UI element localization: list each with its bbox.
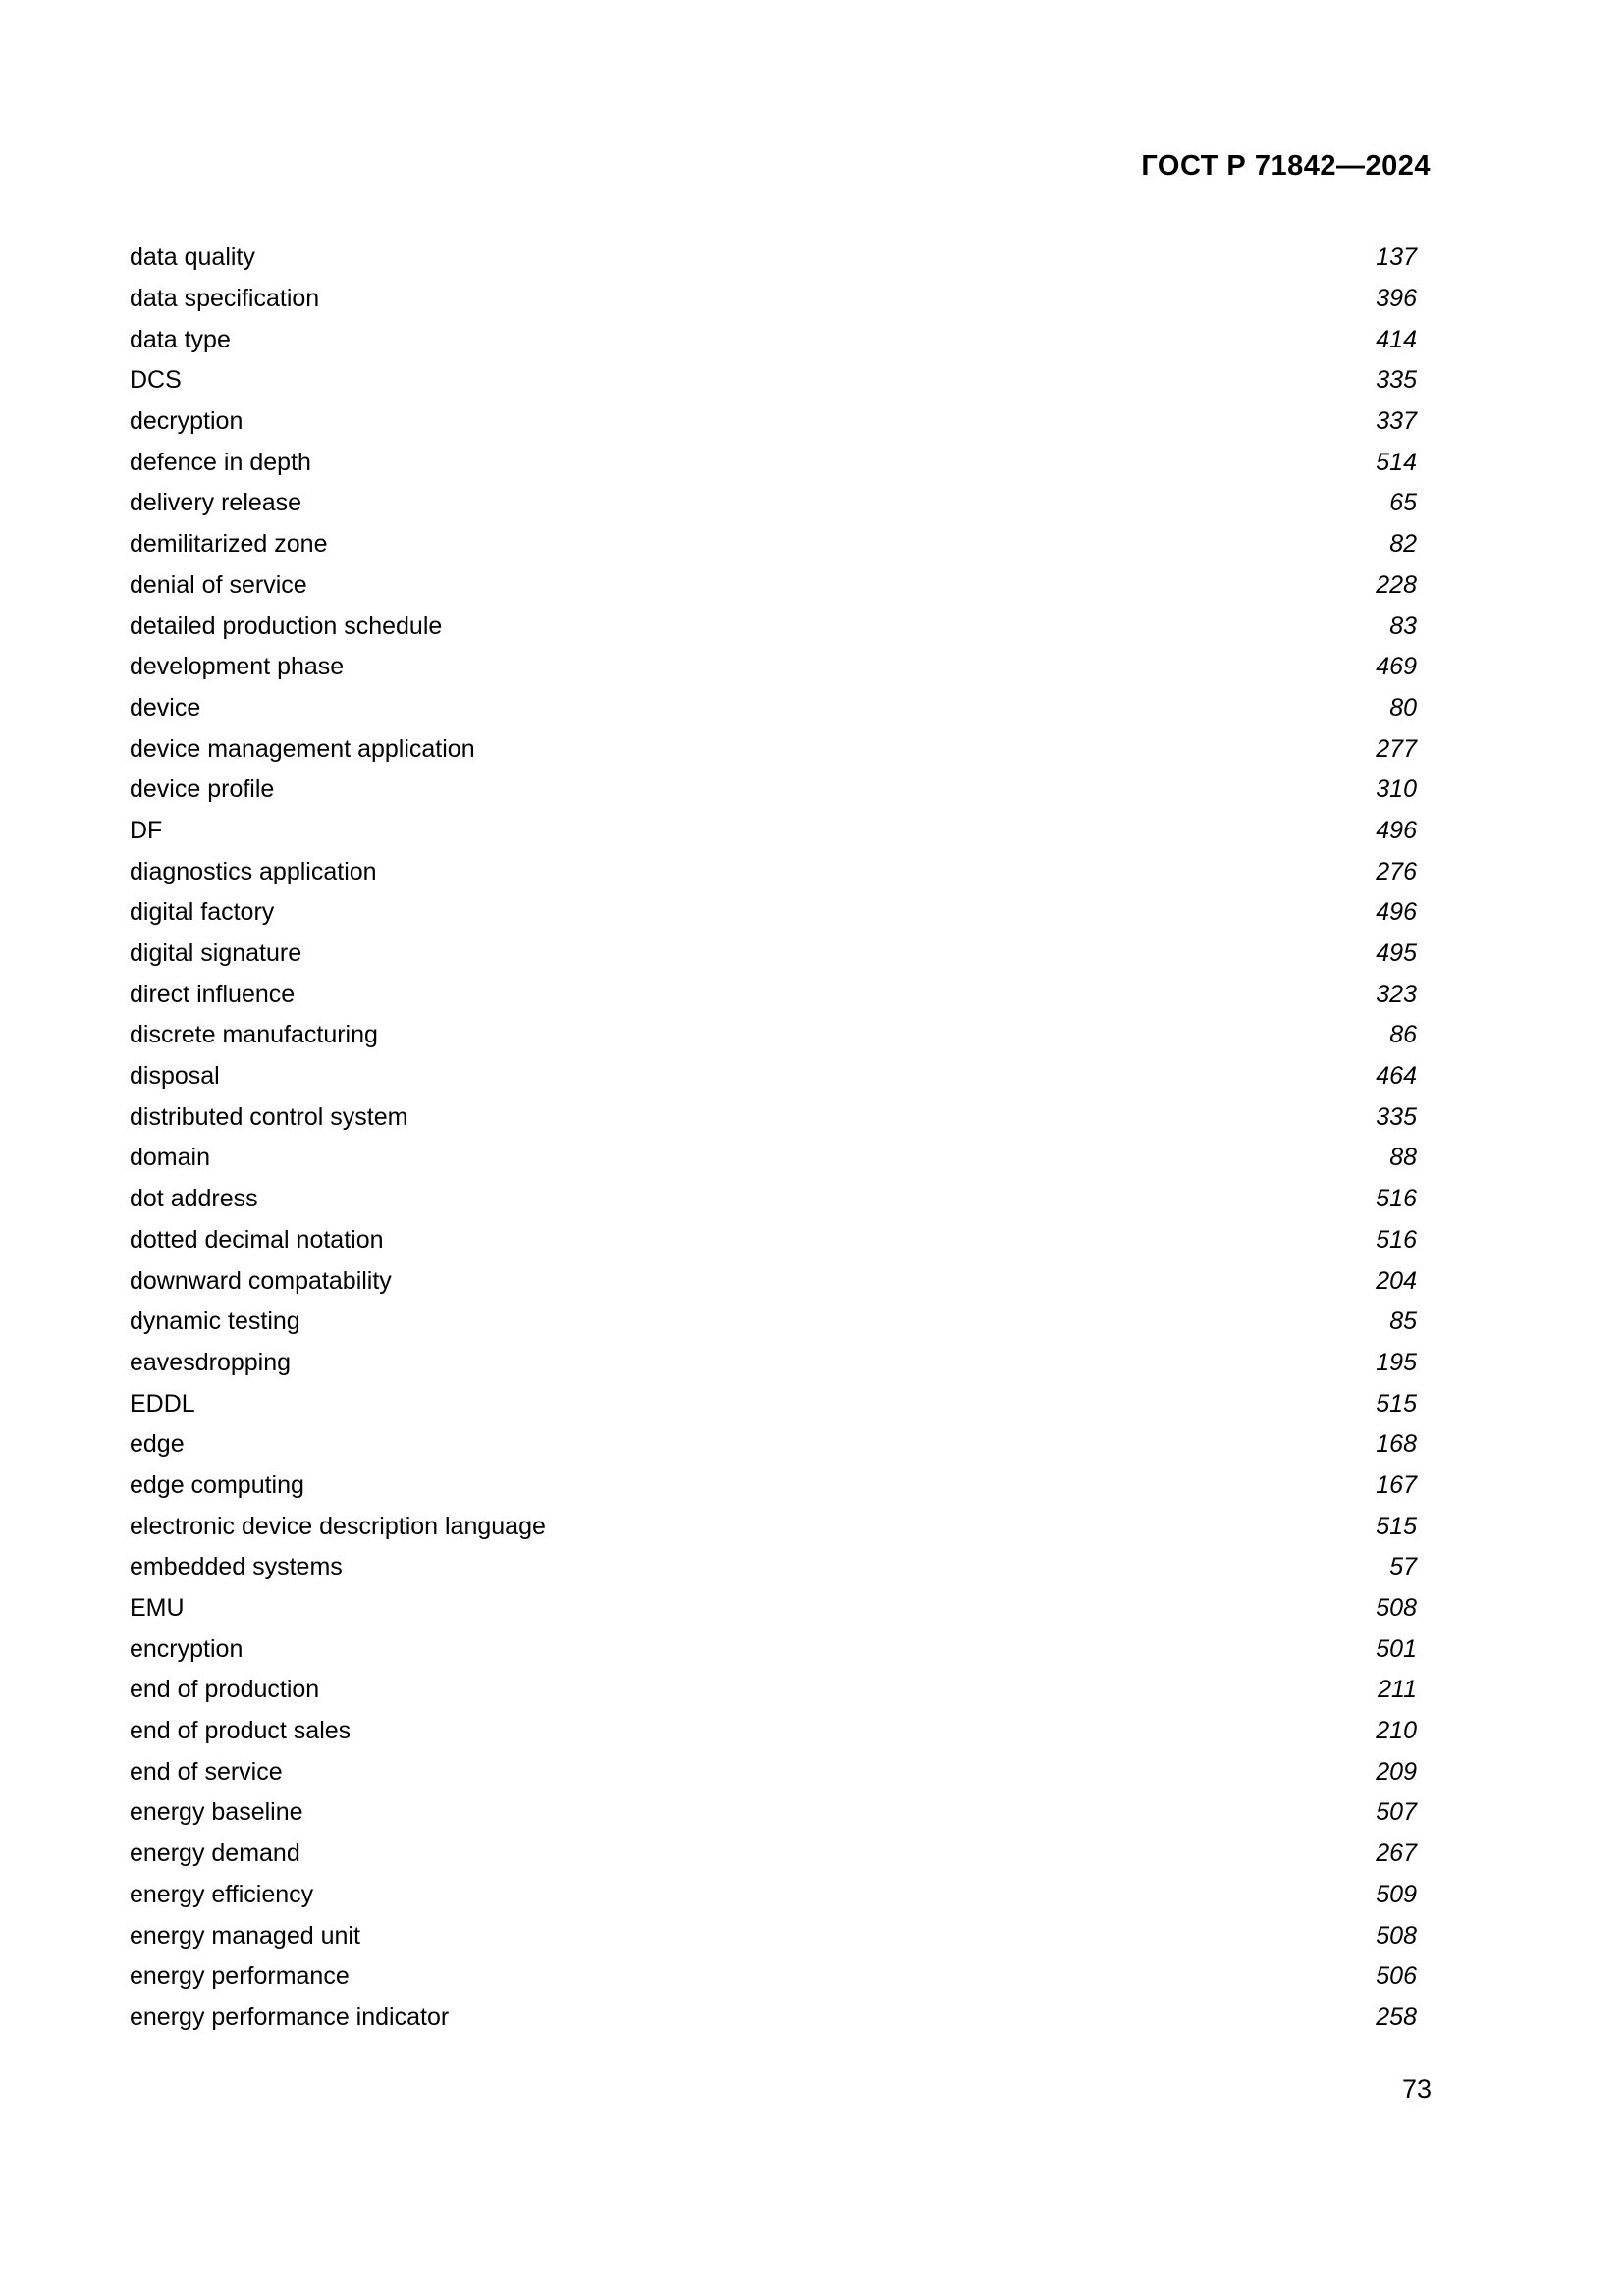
index-row (130, 1915, 1431, 1956)
index-term: decryption (130, 407, 244, 436)
index-row (130, 892, 1431, 934)
index-page-number: 516 (1376, 1225, 1417, 1254)
index-row (130, 1383, 1431, 1424)
index-row (130, 1260, 1431, 1302)
index-page-number: 507 (1376, 1798, 1417, 1827)
index-page-number: 495 (1376, 939, 1417, 968)
index-row (130, 1751, 1431, 1792)
index-row (130, 1015, 1431, 1056)
index-row (130, 1506, 1431, 1547)
index-page-number: 335 (1376, 366, 1417, 395)
index-page-number: 277 (1376, 734, 1417, 763)
index-page-number: 86 (1389, 1021, 1417, 1049)
index-row (130, 1466, 1431, 1507)
index-row (130, 279, 1431, 320)
doc-number: ГОСТ Р 71842—2024 (1141, 150, 1431, 182)
index-row (130, 1220, 1431, 1261)
index-term: delivery release (130, 489, 302, 517)
index-term: disposal (130, 1062, 220, 1091)
index-term: direct influence (130, 980, 296, 1008)
index-term: distributed control system (130, 1102, 408, 1131)
index-term: defence in depth (130, 448, 311, 476)
index-row (130, 728, 1431, 770)
index-term: device profile (130, 775, 275, 804)
index-page-number: 514 (1376, 448, 1417, 476)
index-term: DF (130, 816, 163, 844)
index-page-number: 167 (1376, 1470, 1417, 1499)
index-term: edge computing (130, 1470, 304, 1499)
index-term: energy performance (130, 1962, 350, 1991)
index-term: energy performance indicator (130, 2002, 450, 2031)
index-page-number: 496 (1376, 898, 1417, 927)
index-row (130, 647, 1431, 688)
index-page-number: 204 (1376, 1266, 1417, 1295)
index-term: energy baseline (130, 1798, 303, 1827)
index-page-number: 210 (1376, 1717, 1417, 1745)
index-term: energy efficiency (130, 1880, 314, 1908)
index-page-number: 464 (1376, 1062, 1417, 1091)
index-row (130, 1138, 1431, 1179)
index-term: energy demand (130, 1840, 300, 1868)
index-page-number: 57 (1389, 1553, 1417, 1581)
index-term: dot address (130, 1185, 258, 1213)
index-page-number: 508 (1376, 1921, 1417, 1949)
index-term: dotted decimal notation (130, 1225, 384, 1254)
index-page-number: 337 (1376, 407, 1417, 436)
index-term: domain (130, 1144, 210, 1172)
index-term: electronic device description language (130, 1512, 546, 1540)
index-term: energy managed unit (130, 1921, 360, 1949)
index-term: discrete manufacturing (130, 1021, 378, 1049)
index-term: demilitarized zone (130, 530, 328, 559)
index-page-number: 396 (1376, 285, 1417, 313)
index-term: encryption (130, 1634, 244, 1663)
index-term: data specification (130, 285, 320, 313)
index-row (130, 811, 1431, 852)
index-row (130, 1424, 1431, 1466)
index-page-number: 228 (1376, 570, 1417, 599)
index-page-number: 501 (1376, 1634, 1417, 1663)
index-term: end of product sales (130, 1717, 352, 1745)
index-row (130, 1998, 1431, 2039)
doc-header (0, 150, 1431, 183)
index-page-number: 82 (1389, 530, 1417, 559)
index-term: end of service (130, 1757, 283, 1786)
index-term: EMU (130, 1594, 185, 1623)
index-page-number: 323 (1376, 980, 1417, 1008)
index-row (130, 319, 1431, 360)
page-number: 73 (1401, 2074, 1432, 2104)
index-page-number: 496 (1376, 816, 1417, 844)
index-term: diagnostics application (130, 857, 377, 885)
index-term: data type (130, 325, 231, 353)
index-row (130, 1096, 1431, 1138)
index-page-number: 509 (1376, 1880, 1417, 1908)
index-row (130, 1302, 1431, 1343)
index-page-number: 209 (1376, 1757, 1417, 1786)
index-term: device (130, 693, 201, 721)
index-row (130, 688, 1431, 729)
index-page-number: 195 (1376, 1348, 1417, 1376)
index-page-number: 508 (1376, 1594, 1417, 1623)
index-term: digital factory (130, 898, 275, 927)
index-term: data quality (130, 243, 255, 272)
index-page-number: 80 (1389, 693, 1417, 721)
index-row (130, 483, 1431, 524)
index-row (130, 1343, 1431, 1384)
index-term: eavesdropping (130, 1348, 292, 1376)
index-row (130, 1834, 1431, 1875)
index-page-number: 310 (1376, 775, 1417, 804)
page-footer (0, 2074, 1432, 2105)
index-page-number: 211 (1378, 1676, 1417, 1704)
index-page-number: 515 (1376, 1389, 1417, 1417)
index-row (130, 851, 1431, 892)
index-row (130, 565, 1431, 607)
index-row (130, 360, 1431, 401)
index-page-number: 335 (1376, 1102, 1417, 1131)
index-term: downward compatability (130, 1266, 392, 1295)
index-page-number: 515 (1376, 1512, 1417, 1540)
index-list (130, 238, 1431, 2038)
index-row (130, 934, 1431, 975)
index-page-number: 276 (1376, 857, 1417, 885)
index-page-number: 83 (1389, 612, 1417, 640)
index-row (130, 1588, 1431, 1629)
index-row (130, 606, 1431, 647)
index-page-number: 414 (1376, 325, 1417, 353)
index-row (130, 524, 1431, 565)
index-row (130, 1875, 1431, 1916)
index-page-number: 65 (1389, 489, 1417, 517)
index-term: development phase (130, 653, 345, 681)
index-row (130, 1547, 1431, 1588)
index-page-number: 506 (1376, 1962, 1417, 1991)
index-term: dynamic testing (130, 1308, 300, 1336)
index-row (130, 1179, 1431, 1220)
index-row (130, 1956, 1431, 1998)
index-term: denial of service (130, 570, 307, 599)
index-row (130, 442, 1431, 483)
index-term: EDDL (130, 1389, 195, 1417)
index-row (130, 238, 1431, 279)
index-term: embedded systems (130, 1553, 343, 1581)
index-row (130, 974, 1431, 1015)
index-row (130, 1629, 1431, 1670)
index-page-number: 267 (1376, 1840, 1417, 1868)
index-page-number: 258 (1376, 2002, 1417, 2031)
index-row (130, 1792, 1431, 1834)
index-term: detailed production schedule (130, 612, 443, 640)
index-term: DCS (130, 366, 182, 395)
index-page-number: 469 (1376, 653, 1417, 681)
index-term: edge (130, 1430, 185, 1459)
index-row (130, 401, 1431, 443)
index-term: device management application (130, 734, 475, 763)
index-page-number: 168 (1376, 1430, 1417, 1459)
index-page-number: 137 (1376, 243, 1417, 272)
index-page-number: 88 (1389, 1144, 1417, 1172)
index-page-number: 85 (1389, 1308, 1417, 1336)
index-row (130, 1670, 1431, 1711)
index-term: end of production (130, 1676, 320, 1704)
index-row (130, 770, 1431, 811)
index-page-number: 516 (1376, 1185, 1417, 1213)
index-row (130, 1056, 1431, 1097)
index-term: digital signature (130, 939, 302, 968)
index-row (130, 1711, 1431, 1752)
